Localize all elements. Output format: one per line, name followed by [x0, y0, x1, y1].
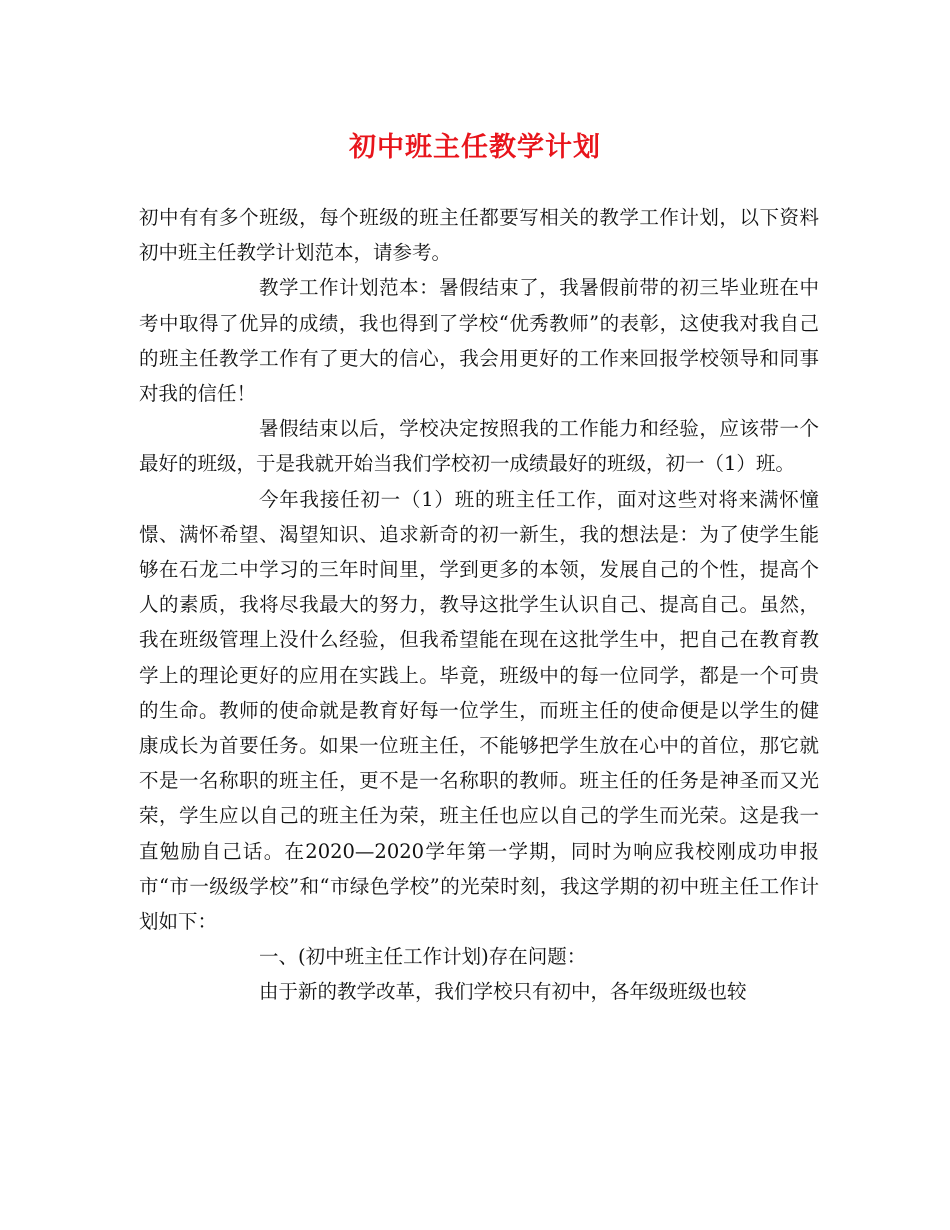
paragraph-after-summer: 暑假结束以后，学校决定按照我的工作能力和经验，应该带一个最好的班级，于是我就开始当我们学校初一成绩最好的班级，初一（1）班。: [139, 417, 819, 476]
paragraph-plan-sample: 教学工作计划范本：暑假结束了，我暑假前带的初三毕业班在中考中取得了优异的成绩，我也得到了学校“优秀教师”的表彰，这使我对我自己的班主任教学工作有了更大的信心，我会用更好的工作来回报学校领导和同事对我的信任！: [139, 276, 819, 406]
paragraph-intro: 初中有有多个班级，每个班级的班主任都要写相关的教学工作计划，以下资料初中班主任教学计划范本，请参考。: [139, 206, 819, 265]
document-title: 初中班主任教学计划: [349, 132, 601, 163]
document-body: [139, 200, 819, 1010]
section-heading-problems: 一、(初中班主任工作计划)存在问题：: [259, 945, 587, 969]
paragraph-this-year: 今年我接任初一（1）班的班主任工作，面对这些对将来满怀憧憬、满怀希望、渴望知识、追求新奇的初一新生，我的想法是：为了使学生能够在石龙二中学习的三年时间里，学到更多的本领，发展自己的个性，提高个人的素质，我将尽我最大的努力，教导这批学生认识自己、提高自己。虽然，我在班级管理上没什么经验，但我希望能在现在这批学生中，把自己在教育教学上的理论更好的应用在实践上。毕竟，班级中的每一位同学，都是一个可贵的生命。教师的使命就是教育好每一位学生，而班主任的使命便是以学生的健康成长为首要任务。如果一位班主任，不能够把学生放在心中的首位，那它就不是一名称职的班主任，更不是一名称职的教师。班主任的任务是神圣而又光荣，学生应以自己的班主任为荣，班主任也应以自己的学生而光荣。这是我一直勉励自己话。在2020—2020学年第一学期，同时为响应我校刚成功申报市“市一级级学校”和“市绿色学校”的光荣时刻，我这学期的初中班主任工作计划如下：: [139, 487, 819, 934]
paragraph-problems: 由于新的教学改革，我们学校只有初中，各年级班级也较: [259, 980, 747, 1004]
